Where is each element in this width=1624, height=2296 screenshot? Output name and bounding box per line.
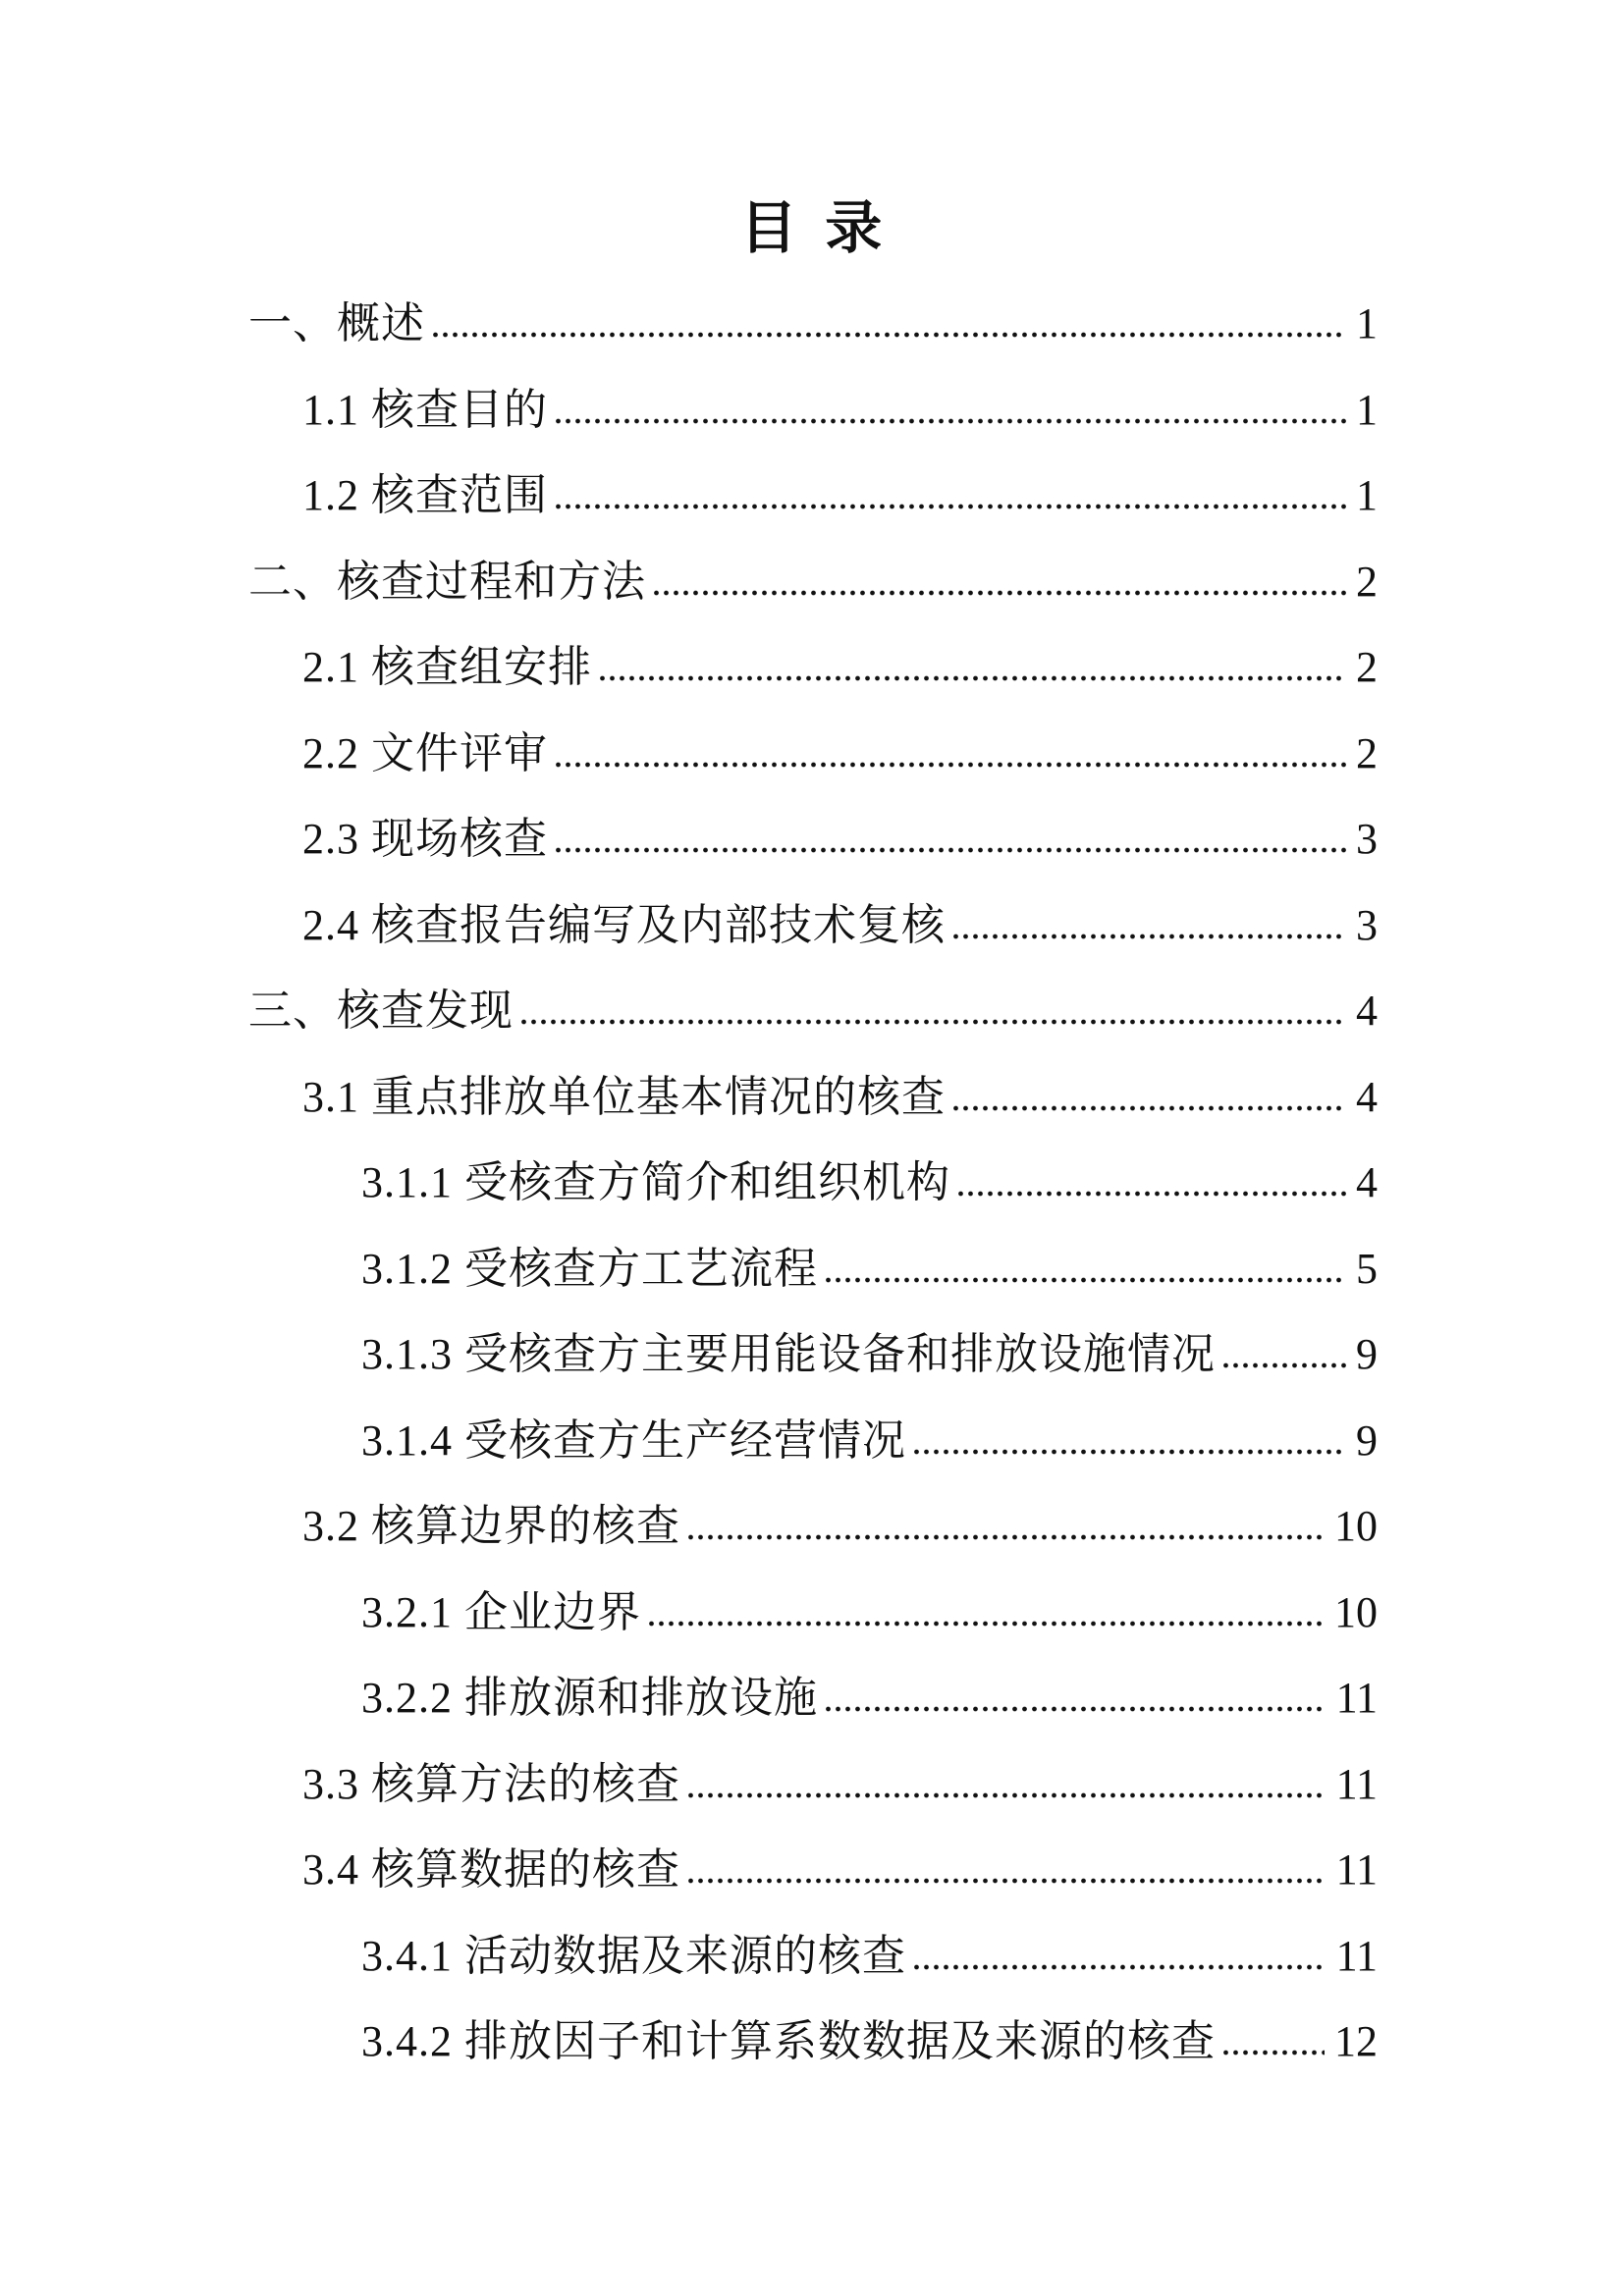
- dot-leader: [953, 934, 1346, 939]
- toc-entry[interactable]: [248, 470, 1378, 557]
- toc-list: [0, 298, 1624, 2103]
- toc-entry-page: 3: [1356, 815, 1378, 863]
- toc-entry-label: 3.3 核算方法的核查: [302, 1759, 680, 1808]
- dot-leader: [600, 675, 1346, 681]
- toc-entry[interactable]: [248, 2016, 1378, 2103]
- toc-entry-page: 11: [1335, 1845, 1378, 1894]
- dot-leader: [649, 1621, 1325, 1627]
- toc-entry-label: 1.2 核查范围: [302, 471, 548, 519]
- dot-leader: [433, 332, 1346, 338]
- toc-entry-page: 9: [1356, 1415, 1378, 1465]
- toc-entry[interactable]: [248, 728, 1378, 815]
- toc-entry-label: 3.4 核算数据的核查: [302, 1845, 680, 1894]
- toc-entry-page: 1: [1356, 299, 1378, 347]
- toc-entry-page: 2: [1356, 557, 1378, 606]
- toc-entry-page: 11: [1335, 1931, 1378, 1980]
- toc-entry[interactable]: [248, 1931, 1378, 2017]
- toc-entry-page: 2: [1356, 643, 1378, 691]
- toc-entry[interactable]: [248, 900, 1378, 987]
- toc-entry-label: 3.1.2 受核查方工艺流程: [361, 1244, 818, 1293]
- toc-entry-page: 4: [1356, 1072, 1378, 1121]
- dot-leader: [688, 1534, 1325, 1540]
- dot-leader: [1223, 2050, 1325, 2056]
- toc-entry-page: 4: [1356, 1158, 1378, 1206]
- dot-leader: [556, 418, 1346, 424]
- toc-entry-label: 3.2 核算边界的核查: [302, 1502, 680, 1550]
- toc-entry-label: 2.2 文件评审: [302, 728, 548, 777]
- toc-entry[interactable]: [248, 557, 1378, 643]
- dot-leader: [826, 1706, 1326, 1712]
- toc-entry-page: 12: [1334, 2017, 1378, 2065]
- toc-entry-page: 4: [1356, 987, 1378, 1035]
- toc-entry-label: 3.2.2 排放源和排放设施: [361, 1674, 818, 1722]
- page-title: 目 录: [739, 196, 885, 260]
- toc-entry[interactable]: [248, 1587, 1378, 1674]
- toc-entry-page: 1: [1356, 385, 1378, 434]
- toc-entry[interactable]: [248, 1844, 1378, 1931]
- toc-entry-page: 1: [1356, 471, 1378, 519]
- dot-leader: [556, 847, 1346, 853]
- toc-entry[interactable]: [248, 1759, 1378, 1845]
- toc-entry-page: 5: [1356, 1244, 1378, 1293]
- toc-entry[interactable]: [248, 986, 1378, 1072]
- toc-entry[interactable]: [248, 298, 1378, 385]
- toc-entry-label: 3.1.3 受核查方主要用能设备和排放设施情况: [361, 1330, 1216, 1378]
- dot-leader: [521, 1019, 1346, 1025]
- toc-entry-page: 9: [1356, 1330, 1378, 1378]
- dot-leader: [914, 1449, 1346, 1455]
- toc-entry-label: 1.1 核查目的: [302, 385, 548, 434]
- toc-entry[interactable]: [248, 385, 1378, 471]
- dot-leader: [914, 1964, 1326, 1970]
- dot-leader: [688, 1878, 1326, 1884]
- toc-entry-label: 3.4.1 活动数据及来源的核查: [361, 1931, 906, 1980]
- toc-entry[interactable]: [248, 814, 1378, 900]
- toc-entry[interactable]: [248, 1157, 1378, 1244]
- dot-leader: [654, 590, 1346, 596]
- toc-entry-label: 3.2.1 企业边界: [361, 1587, 641, 1636]
- toc-entry[interactable]: [248, 1501, 1378, 1587]
- dot-leader: [688, 1792, 1326, 1798]
- dot-leader: [958, 1191, 1346, 1197]
- toc-entry-label: 三、核查发现: [248, 987, 514, 1035]
- toc-entry[interactable]: [248, 1673, 1378, 1759]
- dot-leader: [556, 762, 1346, 768]
- toc-entry[interactable]: [248, 1072, 1378, 1158]
- dot-leader: [1223, 1362, 1346, 1368]
- toc-entry-label: 2.4 核查报告编写及内部技术复核: [302, 900, 946, 949]
- toc-entry[interactable]: [248, 1244, 1378, 1330]
- toc-entry-label: 二、核查过程和方法: [248, 557, 646, 606]
- dot-leader: [826, 1277, 1346, 1283]
- toc-entry[interactable]: [248, 642, 1378, 728]
- toc-entry[interactable]: [248, 1415, 1378, 1502]
- toc-entry-page: 11: [1335, 1674, 1378, 1722]
- toc-entry-label: 2.3 现场核查: [302, 815, 548, 863]
- toc-entry-label: 2.1 核查组安排: [302, 643, 592, 691]
- toc-entry-label: 3.4.2 排放因子和计算系数数据及来源的核查: [361, 2017, 1216, 2065]
- toc-entry-page: 10: [1334, 1502, 1378, 1550]
- toc-entry-label: 3.1.1 受核查方简介和组织机构: [361, 1158, 950, 1206]
- dot-leader: [953, 1105, 1346, 1111]
- toc-entry[interactable]: [248, 1329, 1378, 1415]
- toc-entry-page: 2: [1356, 728, 1378, 777]
- toc-entry-label: 3.1 重点排放单位基本情况的核查: [302, 1072, 946, 1121]
- dot-leader: [556, 504, 1346, 509]
- toc-entry-page: 3: [1356, 900, 1378, 949]
- toc-entry-label: 3.1.4 受核查方生产经营情况: [361, 1415, 906, 1465]
- toc-entry-page: 11: [1335, 1759, 1378, 1808]
- toc-entry-page: 10: [1334, 1587, 1378, 1636]
- toc-entry-label: 一、概述: [248, 299, 425, 347]
